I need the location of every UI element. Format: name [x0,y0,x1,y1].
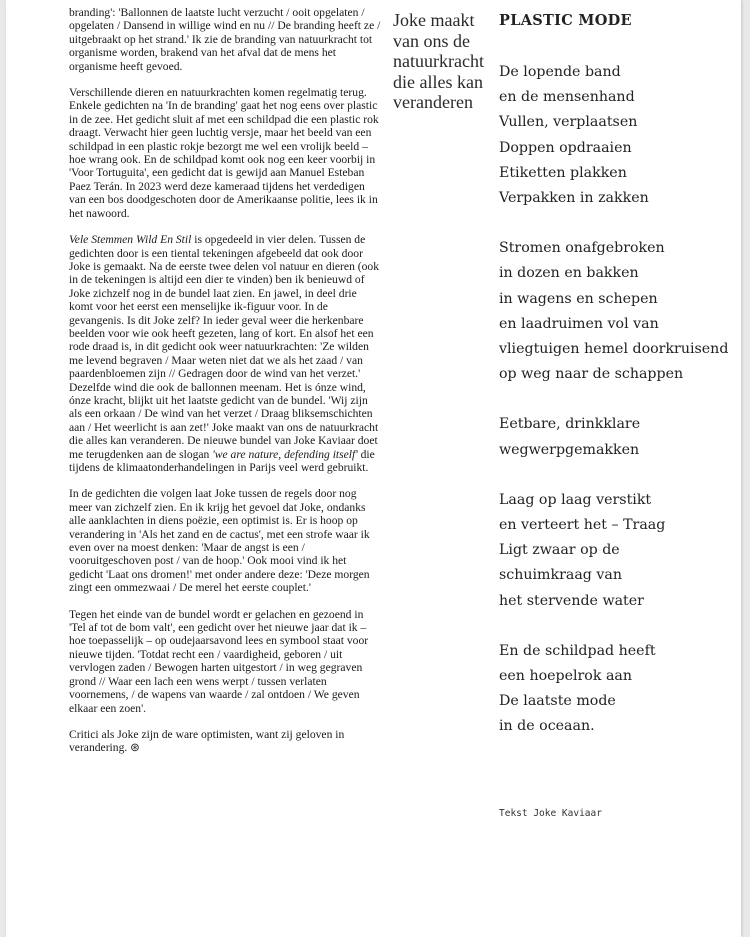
poem-line: het stervende water [499,592,644,609]
poem-line: vliegtuigen hemel doorkruisend [499,341,729,358]
poem-line: Stromen onafgebroken [499,240,665,257]
paragraph-3-text-a: is opgedeeld in vier delen. Tussen de gedichten door is een tiental tekeningen afgebeeld dat ook door Joke is gemaakt. Na de eerste twee delen vol natuur en dieren (ook in de tekeningen is altijd een dier te vinden) ben ik benieuwd of Joke zichzelf nog in de bundel laat zien. En jawel, in deel drie komt voor het eerst een menselijke ik-figuur voor. In de gevangenis. Is dit Joke zelf? In ieder geval weer die herkenbare beelden voor wie ook heeft gezeten, lang of kort. En alsof het een rode draad is, in dit gedicht ook weer natuurkrachten: 'Ze wilden me levend begraven / Maar weten niet dat we als het zaad / van paardenbloemen zijn // Gedragen door de wind van het verzet.' Dezelfde wind die ook de ballonnen meenam. Het is ónze wind, ónze kracht, blijkt uit het laatste gedicht van de bundel. 'Wij zijn als een orkaan / De wind van het verzet / Draag bliksemschichten aan / Het weerlicht is aan zet!' Joke maakt van ons de natuurkracht die alles kan veranderen. De nieuwe bundel van Joke Kaviaar doet me terugdenken aan de slogan [69,233,380,461]
article-paragraph-4: In de gedichten die volgen laat Joke tussen de regels door nog meer van zichzelf zien. En ik krijg het gevoel dat Joke, ondanks alle aanklachten in diens poëzie, een optimist is. Er is hoop op verandering in 'Als het zand en de cactus', met een strofe waar ik even over na moest denken: 'Maar de angst is een / vooruitgeschoven post / van de hoop.' Ook mooi vind ik het gedicht 'Laat ons dromen!' met onder andere deze: 'Deze morgen zingt een ommezwaai / De merel het eerste couplet.' [69,487,370,595]
poem-line: Ligt zwaar op de [499,542,620,559]
poem-line: Vullen, verplaatsen [499,114,638,131]
article-paragraph-6: Critici als Joke zijn de ware optimisten, want zij geloven in verandering. ⊛ [69,727,345,755]
poem-line: en verteert het – Traag [499,517,666,534]
pull-quote: Joke maakt van ons de natuurkracht die alles kan veranderen [393,10,484,112]
poem-line: Verpakken in zakken [499,190,649,207]
poem-line: Laag op laag verstikt [499,491,652,508]
book-title: Vele Stemmen Wild En Stil [69,233,192,247]
magazine-page [6,0,741,937]
poem-stanza-3 [499,412,744,462]
poem-line: Etiketten plakken [499,164,627,181]
poem-credit: Tekst Joke Kaviaar [499,808,602,819]
paragraph-3-text-b: die tijdens de klimaatonderhandelingen in Parijs veel werd gebruikt. [69,447,375,474]
poem-line: De laatste mode [499,693,616,710]
article-paragraph-5: Tegen het einde van de bundel wordt er gelachen en gezoend in 'Tel af tot de bom valt', een gedicht over het nieuwe jaar dat ik – hoe toepasselijk – op oudejaarsavond lees en symbool staat voor nieuwe tijden. 'Totdat recht een / vaardigheid, geboren / uit vervlogen zaden / Bewogen harten uitgestort / in weg gegraven grond // Waar een lach een wens werpt / tussen verlaten voornemens, / de wapens van waarde / zal ontdoen / We geven elkaar een zoen'. [69,607,369,715]
poem-line: De lopende band [499,64,621,80]
poem-line: wegwerpgemakken [499,441,640,458]
poem-line: Doppen opdraaien [499,139,632,156]
poem-stanza-5 [499,639,744,740]
poem-line: En de schildpad heeft [499,642,656,659]
poem-line: en de mensenhand [499,89,635,106]
article-paragraph-1: branding': 'Ballonnen de laatste lucht verzucht / ooit opgelaten / opgelaten / Dansend in willige wind en nu // De branding heeft ze / uitgebraakt op het strand.' Ik zie de branding van natuurkracht tot organisme worden, brakend van het afval dat de mens het organisme heeft gevoed. [69,6,381,73]
article-paragraph-3 [69,233,381,474]
poem-line: Eetbare, drinkklare [499,416,641,433]
poem-stanza-1 [499,60,744,211]
poem-line: in de oceaan. [499,718,595,735]
poem [499,10,744,765]
article-column [69,6,381,768]
poem-line: in dozen en bakken [499,265,639,282]
poem-line: en laadruimen vol van [499,315,659,332]
slogan: 'we are nature, defending itself' [212,447,358,461]
poem-line: schuimkraag van [499,567,622,584]
poem-stanza-2 [499,236,744,387]
poem-line: op weg naar de schappen [499,366,684,383]
poem-title: PLASTIC MODE [499,12,632,29]
article-paragraph-2: Verschillende dieren en natuurkrachten komen regelmatig terug. Enkele gedichten na 'In de branding' gaat het nog eens over plastic in de zee. Het gedicht sluit af met een schildpad die een plastic rok draagt. Verwacht hier geen luchtig versje, maar het beeld van een schildpad in een plastic rokje bezorgt me wel een vrolijk beeld – hoe wrang ook. En de schildpad komt ook nog een keer voorbij in 'Voor Tortuguita', een gedicht dat is gewijd aan Manuel Esteban Paez Terán. In 2023 werd deze kameraad tijdens het verdedigen van een bos doodgeschoten door de Amerikaanse politie, lees ik in het nawoord. [69,86,379,220]
poem-stanza-4 [499,488,744,614]
poem-line: een hoepelrok aan [499,668,633,685]
poem-line: in wagens en schepen [499,290,658,307]
